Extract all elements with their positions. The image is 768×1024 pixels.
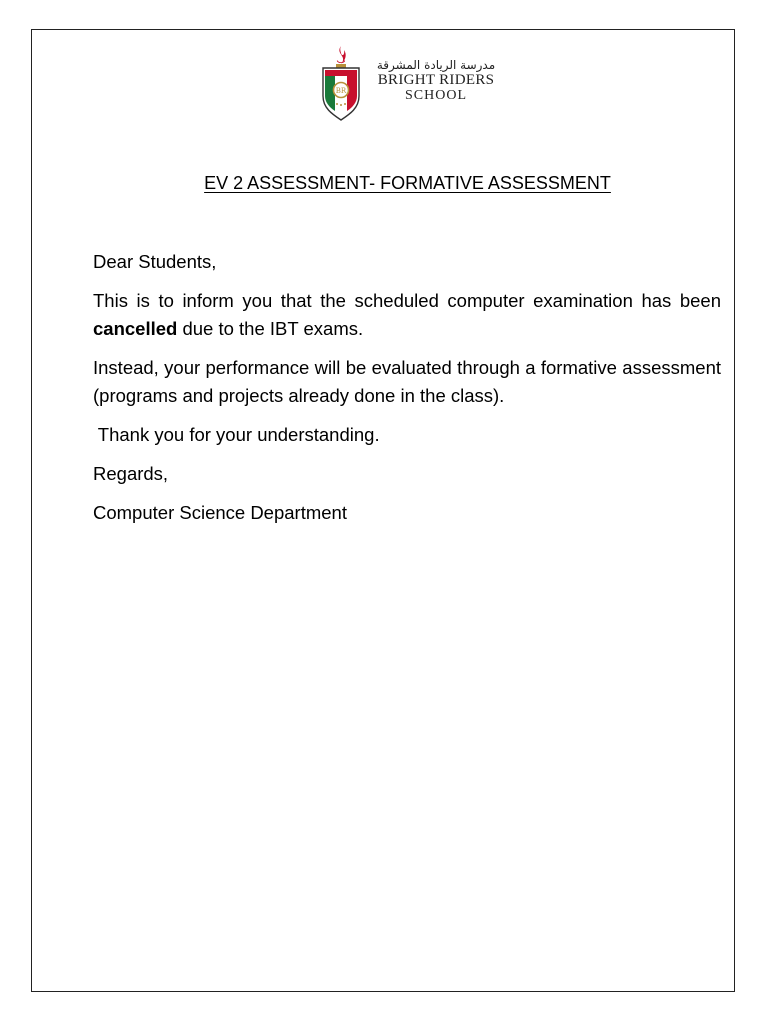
signature: Computer Science Department (93, 502, 347, 523)
document-title: EV 2 ASSESSMENT- FORMATIVE ASSESSMENT (204, 173, 611, 193)
closing: Regards, (93, 463, 169, 484)
paragraph-cancellation-part-2: due to the IBT exams. (177, 318, 364, 339)
school-name-line-2: SCHOOL (404, 88, 467, 103)
paragraph-cancellation (93, 287, 721, 343)
paragraph-formative: Instead, your performance will be evaluated through a formative assessment (programs and projects already done in the class). (93, 357, 721, 406)
school-name-arabic: مدرسة الريادة المشرقة (376, 58, 496, 72)
letter-body (93, 248, 721, 538)
school-name (374, 58, 498, 104)
cancelled-emphasis: cancelled (93, 318, 178, 339)
svg-text:BR: BR (335, 87, 347, 95)
salutation: Dear Students, (93, 251, 217, 272)
thanks-line: Thank you for your understanding. (93, 424, 380, 445)
school-logo (318, 44, 498, 124)
school-crest-icon (318, 44, 364, 122)
paragraph-cancellation-part-1: This is to inform you that the scheduled computer examination has been (93, 290, 721, 311)
school-name-line-1: BRIGHT RIDERS (377, 72, 495, 88)
